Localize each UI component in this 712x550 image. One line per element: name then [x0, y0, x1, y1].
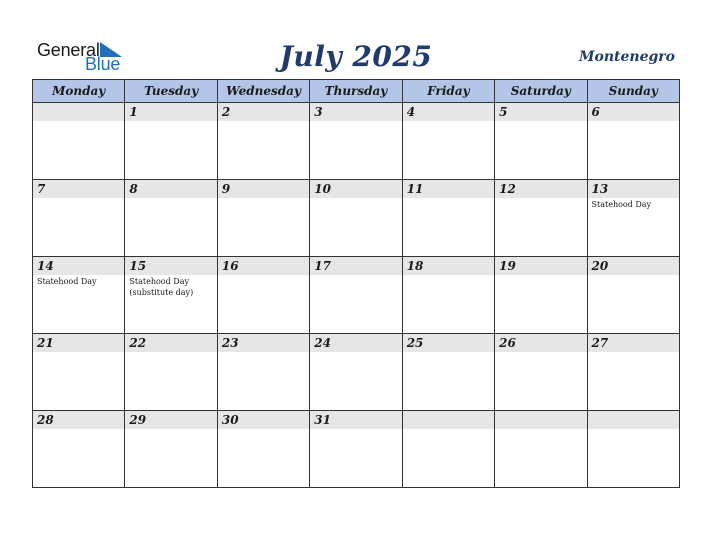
day-cell [587, 180, 679, 257]
day-number: 25 [403, 334, 494, 352]
weekday-header: Sunday [587, 80, 679, 103]
day-cell [310, 411, 402, 488]
day-number: 1 [125, 103, 216, 121]
day-cell [495, 257, 587, 334]
day-number: 30 [218, 411, 309, 429]
weekday-header: Tuesday [125, 80, 217, 103]
holiday-event: Statehood Day [37, 277, 97, 286]
weekday-header-row [33, 80, 680, 103]
weekday-header: Thursday [310, 80, 402, 103]
day-number: 8 [125, 180, 216, 198]
day-number: 24 [310, 334, 401, 352]
day-number: 9 [218, 180, 309, 198]
day-cell [125, 180, 217, 257]
day-number: 7 [33, 180, 124, 198]
day-number: 19 [495, 257, 586, 275]
day-number: 29 [125, 411, 216, 429]
day-cell [125, 257, 217, 334]
logo-word-blue: Blue [85, 54, 121, 74]
day-number: 26 [495, 334, 586, 352]
day-cell [125, 411, 217, 488]
day-number: 27 [588, 334, 679, 352]
day-cell [402, 334, 494, 411]
day-cell [33, 257, 125, 334]
day-cell [125, 334, 217, 411]
weekday-header: Wednesday [217, 80, 309, 103]
holiday-event: Statehood Day [129, 277, 189, 286]
weekday-header: Saturday [495, 80, 587, 103]
week-row [33, 257, 680, 334]
week-row [33, 180, 680, 257]
day-number [403, 411, 494, 429]
day-number: 5 [495, 103, 586, 121]
day-number: 10 [310, 180, 401, 198]
day-cell [33, 334, 125, 411]
day-cell [402, 257, 494, 334]
day-cell [587, 103, 679, 180]
day-number [33, 103, 124, 121]
week-row [33, 103, 680, 180]
day-number: 3 [310, 103, 401, 121]
day-cell [310, 334, 402, 411]
day-number: 13 [588, 180, 679, 198]
week-row [33, 411, 680, 488]
day-cell [402, 103, 494, 180]
day-cell [310, 180, 402, 257]
day-number: 14 [33, 257, 124, 275]
calendar-title: July 2025 [279, 40, 433, 73]
day-cell [587, 334, 679, 411]
day-number: 31 [310, 411, 401, 429]
day-number: 16 [218, 257, 309, 275]
day-cell [495, 334, 587, 411]
day-cell [217, 257, 309, 334]
weekday-header: Friday [402, 80, 494, 103]
day-cell [33, 411, 125, 488]
day-cell [125, 103, 217, 180]
day-cell [217, 411, 309, 488]
day-number: 28 [33, 411, 124, 429]
day-number: 2 [218, 103, 309, 121]
day-cell [217, 180, 309, 257]
country-name: Montenegro [579, 49, 675, 65]
day-number: 4 [403, 103, 494, 121]
day-cell [217, 103, 309, 180]
day-cell [217, 334, 309, 411]
day-number: 11 [403, 180, 494, 198]
day-number: 18 [403, 257, 494, 275]
calendar-grid [32, 79, 680, 488]
day-number: 6 [588, 103, 679, 121]
day-cell [495, 103, 587, 180]
day-number: 22 [125, 334, 216, 352]
day-number: 15 [125, 257, 216, 275]
week-row [33, 334, 680, 411]
day-cell [587, 411, 679, 488]
day-cell [33, 180, 125, 257]
day-number: 21 [33, 334, 124, 352]
day-number: 17 [310, 257, 401, 275]
day-cell [402, 180, 494, 257]
logo-word-general: General [37, 40, 100, 60]
day-cell [495, 180, 587, 257]
day-number: 12 [495, 180, 586, 198]
day-cell [310, 257, 402, 334]
day-cell [310, 103, 402, 180]
holiday-event: Statehood Day [591, 200, 652, 209]
day-cell [402, 411, 494, 488]
holiday-event-note: (substitute day) [129, 288, 194, 297]
day-number [588, 411, 679, 429]
day-cell [33, 103, 125, 180]
day-cell [495, 411, 587, 488]
day-number: 23 [218, 334, 309, 352]
day-number: 20 [588, 257, 679, 275]
day-cell [587, 257, 679, 334]
weekday-header: Monday [33, 80, 125, 103]
day-number [495, 411, 586, 429]
